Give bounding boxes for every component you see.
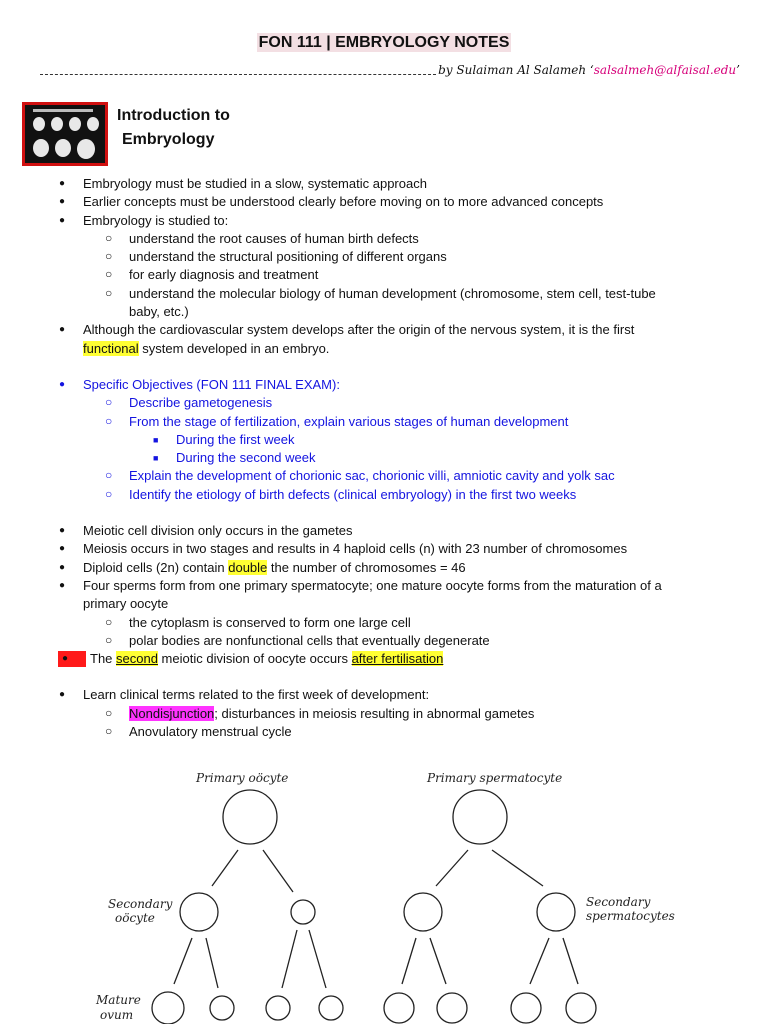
objective-item: ○ Identify the etiology of birth defects (clinical embryology) in the first two weeks — [0, 486, 768, 504]
highlighted-term: double — [228, 559, 268, 575]
division-line — [263, 850, 293, 892]
division-line — [174, 938, 192, 984]
bullet-item: ● Earlier concepts must be understood clearly before moving on to more advanced concepts — [0, 193, 768, 211]
bullet-text: meiotic division of oocyte occurs — [157, 651, 352, 667]
embryo-figure — [51, 117, 63, 131]
division-line — [309, 930, 326, 988]
label-secondary-oocyte-line1: Secondary — [108, 897, 173, 911]
division-line — [492, 850, 543, 886]
author-email[interactable]: salsalmeh@alfaisal.edu — [593, 63, 737, 77]
label-secondary-oocyte-line2: oöcyte — [115, 911, 155, 925]
byline-prefix: by Sulaiman Al Salameh ‘ — [438, 63, 594, 77]
embryo-figure — [69, 117, 81, 131]
dashed-rule — [40, 66, 436, 75]
embryo-figure — [87, 117, 99, 131]
bullet-continuation — [0, 340, 768, 358]
sub-bullet-item: ○ understand the structural positioning of different organs — [0, 248, 768, 266]
sub-bullet-item: ○ for early diagnosis and treatment — [0, 266, 768, 284]
section-heading-line2: Embryology — [122, 131, 215, 148]
bullet-continuation: primary oocyte — [83, 596, 169, 612]
bullet-item — [0, 559, 768, 577]
division-line — [430, 938, 446, 984]
sub-bullet-item — [0, 705, 768, 723]
bullet-item: ● Although the cardiovascular system develops after the origin of the nervous system, it is the first — [0, 321, 768, 339]
label-primary-oocyte: Primary oöcyte — [196, 771, 289, 785]
thumbnail-caption-bar — [33, 109, 93, 112]
bullet-item: ● Embryology is studied to: — [0, 212, 768, 230]
document-title-text: FON 111 | EMBRYOLOGY NOTES — [258, 34, 510, 51]
byline-text — [438, 63, 740, 77]
sub-bullet-item: ○ polar bodies are nonfunctional cells that eventually degenerate — [0, 632, 768, 650]
objective-item: ○ Describe gametogenesis — [0, 394, 768, 412]
bullet-text: The — [90, 651, 117, 667]
secondary-spermatocyte-cell — [404, 893, 442, 931]
label-mature-ovum-line1: Mature — [96, 993, 141, 1007]
section-heading-line1: Introduction to — [117, 107, 230, 124]
sub-bullet-item: ○ the cytoplasm is conserved to form one large cell — [0, 614, 768, 632]
division-line — [436, 850, 468, 886]
sub-bullet-item: ○ understand the root causes of human birth defects — [0, 230, 768, 248]
objective-subitem: ■ During the first week — [0, 431, 768, 449]
embryo-figure — [33, 117, 45, 131]
division-line — [530, 938, 549, 984]
spermatid-cell — [437, 993, 467, 1023]
sub-bullet-continuation: baby, etc.) — [129, 304, 189, 320]
objective-item: ○ From the stage of fertilization, explain various stages of human development — [0, 413, 768, 431]
objective-subitem: ■ During the second week — [0, 449, 768, 467]
primary-oocyte-cell — [223, 790, 277, 844]
objective-item: ○ Explain the development of chorionic sac, chorionic villi, amniotic cavity and yolk sac — [0, 467, 768, 485]
polar-body-cell — [266, 996, 290, 1020]
division-line — [402, 938, 416, 984]
bullet-text: ; disturbances in meiosis resulting in abnormal gametes — [214, 705, 535, 721]
highlighted-term: functional — [83, 340, 139, 356]
polar-body-cell — [291, 900, 315, 924]
spermatid-cell — [566, 993, 596, 1023]
polar-body-cell — [319, 996, 343, 1020]
division-line — [563, 938, 578, 984]
label-primary-spermatocyte: Primary spermatocyte — [427, 771, 563, 785]
embryo-stages-thumbnail — [22, 102, 108, 166]
bullet-item: ● Meiotic cell division only occurs in the gametes — [0, 522, 768, 540]
bullet-item: ● Learn clinical terms related to the first week of development: — [0, 686, 768, 704]
emphasized-bullet-item — [0, 650, 768, 668]
spermatid-cell — [511, 993, 541, 1023]
highlighted-term: after fertilisation — [351, 651, 444, 667]
spermatid-cell — [384, 993, 414, 1023]
section-heading — [117, 104, 230, 152]
notes-body — [0, 175, 768, 741]
sub-bullet-item: ○ understand the molecular biology of human development (chromosome, stem cell, test-tube — [0, 285, 768, 303]
label-secondary-spermatocytes-line1: Secondary — [586, 895, 651, 909]
document-title — [0, 34, 768, 52]
bullet-item: ● Meiosis occurs in two stages and results in 4 haploid cells (n) with 23 number of chromosomes — [0, 540, 768, 558]
bullet-text: the number of chromosomes = 46 — [267, 559, 466, 575]
bullet-text: Diploid cells (2n) contain — [83, 559, 229, 575]
bullet-text: system developed in an embryo. — [138, 340, 330, 356]
secondary-spermatocyte-cell — [537, 893, 575, 931]
division-line — [212, 850, 238, 886]
byline-suffix: ’ — [736, 63, 740, 77]
embryo-figure — [77, 139, 95, 159]
bullet-item: ● Embryology must be studied in a slow, systematic approach — [0, 175, 768, 193]
division-line — [206, 938, 218, 988]
bullet-item: ● Four sperms form from one primary spermatocyte; one mature oocyte forms from the maturation of a — [0, 577, 768, 595]
mature-ovum-cell — [152, 992, 184, 1024]
polar-body-cell — [210, 996, 234, 1020]
highlighted-term: Nondisjunction — [129, 705, 215, 721]
embryo-figure — [55, 139, 71, 157]
author-byline — [40, 60, 740, 80]
gametogenesis-diagram — [90, 762, 690, 1024]
label-mature-ovum-line2: ovum — [100, 1008, 134, 1022]
red-highlight-marker — [58, 651, 86, 667]
embryo-figure — [33, 139, 49, 157]
bullet-dot-icon: ● — [62, 653, 69, 665]
secondary-oocyte-cell — [180, 893, 218, 931]
objectives-heading: ● Specific Objectives (FON 111 FINAL EXAM): — [0, 376, 768, 394]
primary-spermatocyte-cell — [453, 790, 507, 844]
label-secondary-spermatocytes-line2: spermatocytes — [586, 909, 675, 923]
division-line — [282, 930, 297, 988]
highlighted-term: second — [116, 651, 158, 667]
sub-bullet-item: ○ Anovulatory menstrual cycle — [0, 723, 768, 741]
